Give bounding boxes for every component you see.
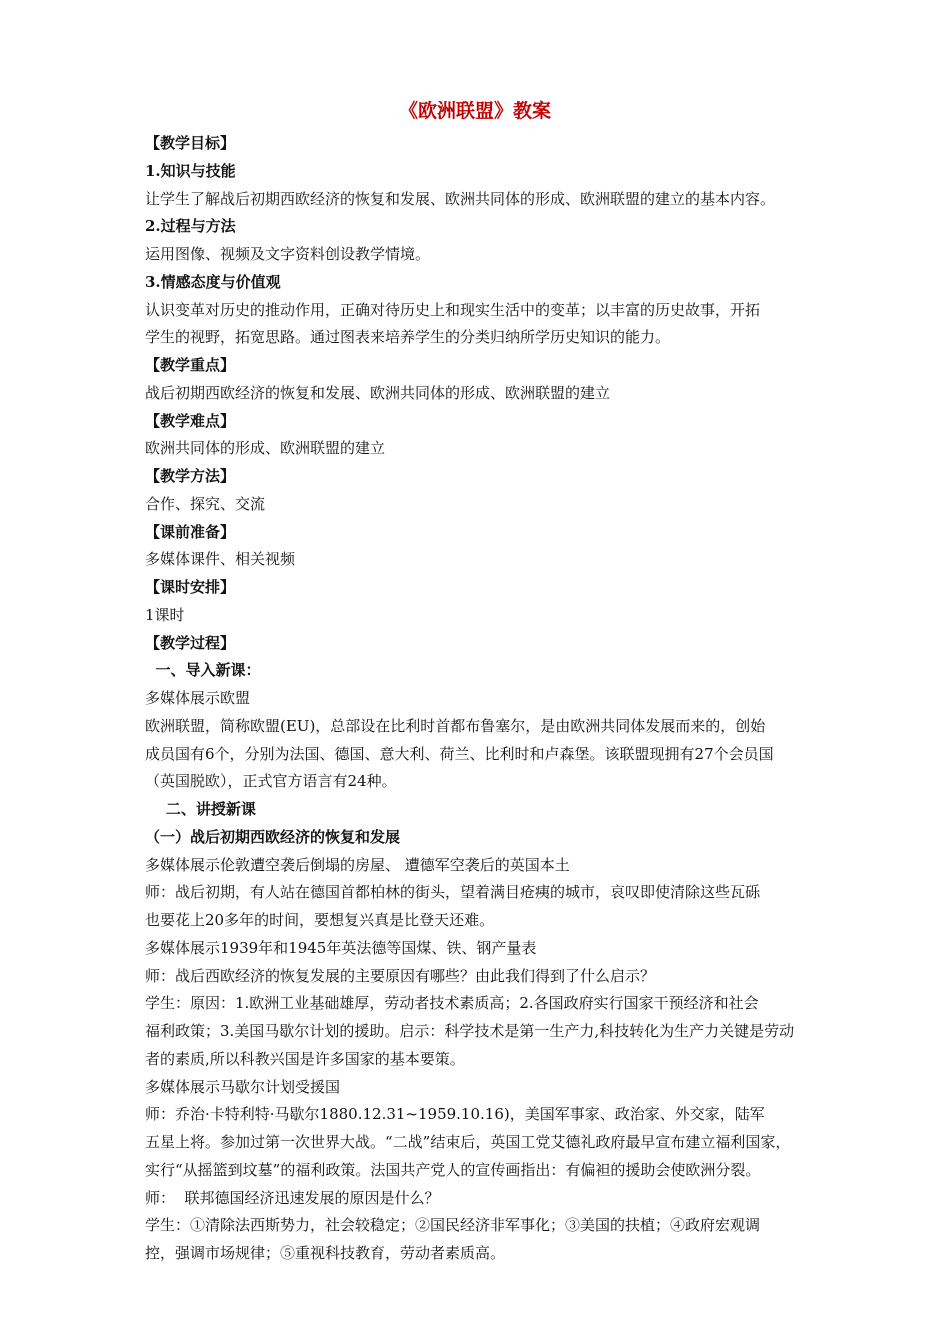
section-heading: 2.过程与方法 [145,217,236,236]
section-heading: 【教学难点】 [145,411,236,430]
paragraph-line: 认识变革对历史的推动作用，正确对待历史上和现实生活中的变革；以丰富的历史故事，开拓 [145,300,761,319]
paragraph-line: 欧洲联盟，简称欧盟(EU)，总部设在比利时首都布鲁塞尔，是由欧洲共同体发展而来的，创始 [145,716,766,735]
paragraph-line: 运用图像、视频及文字资料创设教学情境。 [145,245,431,263]
section-heading: 【教学方法】 [145,467,236,485]
paragraph-line: 控，强调市场规律；⑤重视科技教育，劳动者素质高。 [145,1244,506,1262]
paragraph-line: 也要花上20多年的时间，要想复兴真是比登天还难。 [145,911,495,929]
paragraph-line: 战后初期西欧经济的恢复和发展、欧洲共同体的形成、欧洲联盟的建立 [145,383,611,402]
paragraph-line: 多媒体展示伦敦遭空袭后倒塌的房屋、 遭德军空袭后的英国本土 [145,855,570,874]
section-heading: 1.知识与技能 [145,161,236,180]
document-body [145,130,845,1268]
paragraph-line: 多媒体课件、相关视频 [145,550,296,569]
paragraph-line: 学生：原因：1.欧洲工业基础雄厚，劳动者技术素质高；2.各国政府实行国家干预经济和社会 [145,994,759,1013]
paragraph-line: 多媒体展示马歇尔计划受援国 [145,1077,341,1096]
paragraph-line: 1课时 [145,605,185,624]
paragraph-line: 成员国有6个，分别为法国、德国、意大利、荷兰、比利时和卢森堡。该联盟现拥有27个会员国 [145,744,774,763]
paragraph-line: 师： 联邦德国经济迅速发展的原因是什么？ [145,1188,440,1207]
paragraph-line: 五星上将。参加过第一次世界大战。“二战”结束后，英国工党艾德礼政府最早宣布建立福利国家， [145,1133,791,1151]
paragraph-line: 师：战后西欧经济的恢复发展的主要原因有哪些？由此我们得到了什么启示？ [145,966,656,985]
paragraph-line: 福利政策；3.美国马歇尔计划的援助。启示：科学技术是第一生产力,科技转化为生产力关键是劳动 [145,1022,795,1040]
section-heading: 3.情感态度与价值观 [145,272,281,291]
paragraph-line: 学生：①清除法西斯势力，社会较稳定；②国民经济非军事化；③美国的扶植；④政府宏观调 [145,1216,761,1235]
section-heading: 【教学过程】 [145,633,236,652]
section-heading: 【课时安排】 [145,578,236,596]
paragraph-line: 欧洲共同体的形成、欧洲联盟的建立 [145,439,386,458]
section-heading: （一）战后初期西欧经济的恢复和发展 [145,827,401,846]
section-heading: 【教学重点】 [145,356,236,374]
paragraph-line: 实行“从摇篮到坟墓”的福利政策。法国共产党人的宣传画指出：有偏袒的援助会使欧洲分裂。 [145,1160,761,1179]
document-title: 《欧洲联盟》教案 [398,100,551,122]
section-heading: 二、讲授新课 [145,800,256,818]
paragraph-line: （英国脱欧），正式官方语言有24种。 [145,772,397,791]
paragraph-line: 师：乔治·卡特利特·马歇尔1880.12.31~1959.10.16)，美国军事家、政治家、外交家，陆军 [145,1105,765,1124]
section-heading: 【课前准备】 [145,522,236,541]
paragraph-line: 合作、探究、交流 [145,494,266,513]
paragraph-line: 师：战后初期，有人站在德国首都柏林的街头，望着满目疮痍的城市，哀叹即使清除这些瓦砾 [145,883,761,902]
paragraph-line: 多媒体展示1939年和1945年英法德等国煤、铁、钢产量表 [145,938,537,957]
paragraph-line: 学生的视野，拓宽思路。通过图表来培养学生的分类归纳所学历史知识的能力。 [145,328,671,347]
paragraph-line: 者的素质,所以科教兴国是许多国家的基本要策。 [145,1049,465,1068]
section-heading: 【教学目标】 [145,134,236,152]
paragraph-line: 让学生了解战后初期西欧经济的恢复和发展、欧洲共同体的形成、欧洲联盟的建立的基本内容。 [145,189,776,208]
paragraph-line: 多媒体展示欧盟 [145,689,251,707]
section-heading: 一、导入新课： [145,661,261,680]
